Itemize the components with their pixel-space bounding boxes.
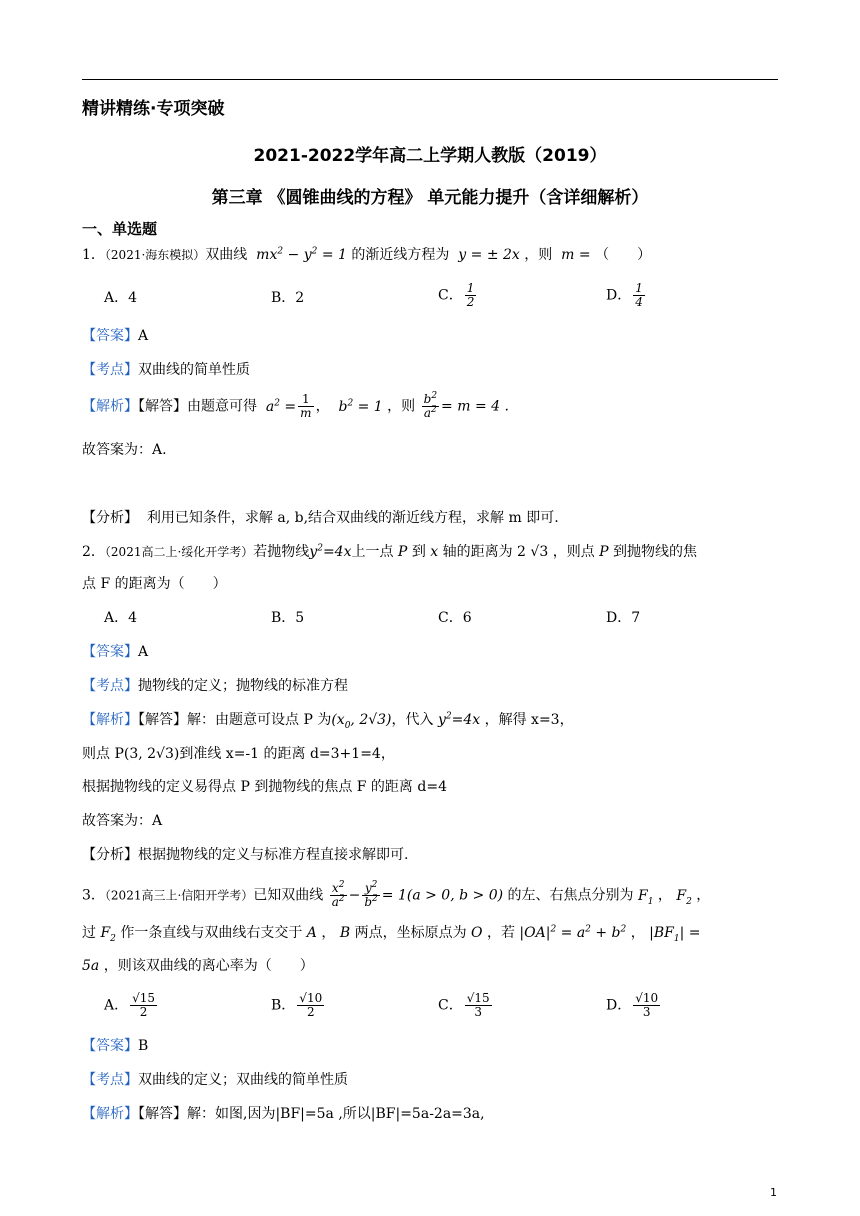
q2-option-b: B．5 xyxy=(271,610,305,626)
q2-solution-line1: 【解析】【解答】解：由题意可设点 P 为($x_0$, 2√3)，代入 $y^2=4x$ ，解得 x=3， xyxy=(82,711,574,731)
q1-option-a: A．4 xyxy=(104,290,138,306)
q3-point: 【考点】双曲线的定义；双曲线的简单性质 xyxy=(82,1072,348,1088)
brand-title: 精讲精练·专项突破 xyxy=(82,99,225,119)
q3-stem-line1: 3．（2021高三上·信阳开学考）已知双曲线 $\frac{x^2}{a^2}$ − $\frac{y^2}{b^2}$ = 1(a > 0, b > 0) 的左、右焦点分别为 $F_1$ ， $F_2$ ， xyxy=(82,880,711,909)
q3-option-c: C． $\frac{√15}{3}$ xyxy=(438,991,490,1019)
q1-option-d: D． $\frac{1}{4}$ xyxy=(606,281,643,309)
q3-option-a: A． $\frac{√15}{2}$ xyxy=(104,991,156,1019)
doc-title-line1: 2021-2022学年高二上学期人教版（2019） xyxy=(253,146,607,166)
q1-point: 【考点】双曲线的简单性质 xyxy=(82,362,250,378)
q1-answer: 【答案】A xyxy=(82,328,149,344)
q1-option-c: C． $\frac{1}{2}$ xyxy=(438,281,475,309)
page-number: 1 xyxy=(770,1186,777,1199)
q2-option-c: C．6 xyxy=(438,610,472,626)
q3-stem-line2: 过 $F_2$ 作一条直线与双曲线右支交于 A ， B 两点，坐标原点为 O ，若 $|OA|^2 = a^2 + b^2$ ， $|BF_1|$ = xyxy=(82,924,701,944)
q2-option-d: D．7 xyxy=(606,610,641,626)
q3-solution-line1: 【解析】【解答】解：如图,因为|BF|=5a ,所以|BF|=5a-2a=3a, xyxy=(82,1106,485,1122)
q2-analysis: 【分析】根据抛物线的定义与标准方程直接求解即可. xyxy=(82,847,409,863)
q3-option-d: D． $\frac{√10}{3}$ xyxy=(606,991,659,1019)
q2-option-a: A．4 xyxy=(104,610,138,626)
q1-conclusion: 故答案为：A. xyxy=(82,442,167,458)
q2-solution-line2: 则点 P(3, 2√3)到准线 x=-1 的距离 d=3+1=4， xyxy=(82,746,395,762)
q1-solution: 【解析】【解答】由题意可得 $a^2$ = $\frac{1}{m}$ ， $b^2 = 1$ ，则 $\frac{b^2}{a^2}$ = m = 4 . xyxy=(82,391,509,420)
q1-analysis: 【分析】 利用已知条件，求解 a, b,结合双曲线的渐近线方程，求解 m 即可. xyxy=(82,510,559,526)
q3-answer: 【答案】B xyxy=(82,1038,149,1054)
q2-point: 【考点】抛物线的定义；抛物线的标准方程 xyxy=(82,678,348,694)
q2-stem-line1: 2．（2021高二上·绥化开学考）若抛物线$y^2=4x$上一点 P 到 x 轴的距离为 2 √3 ，则点 P 到抛物线的焦 xyxy=(82,543,698,560)
header-rule xyxy=(82,79,778,80)
q2-stem-line2: 点 F 的距离为（ ） xyxy=(82,576,227,592)
q2-conclusion: 故答案为：A xyxy=(82,813,163,829)
q3-option-b: B． $\frac{√10}{2}$ xyxy=(271,991,323,1019)
doc-title-line2: 第三章 《圆锥曲线的方程》 单元能力提升（含详细解析） xyxy=(211,188,649,208)
q2-answer: 【答案】A xyxy=(82,644,149,660)
section-heading: 一、单选题 xyxy=(82,220,158,238)
q1-option-b: B．2 xyxy=(271,290,305,306)
q1-stem: 1．（2021·海东模拟）双曲线 $mx^2 - y^2 = 1$ 的渐近线方程为 y = ± 2x ，则 m = （ ） xyxy=(82,246,652,263)
q3-stem-line3: 5a ，则该双曲线的离心率为（ ） xyxy=(82,958,314,974)
q2-solution-line3: 根据抛物线的定义易得点 P 到抛物线的焦点 F 的距离 d=4 xyxy=(82,779,447,795)
